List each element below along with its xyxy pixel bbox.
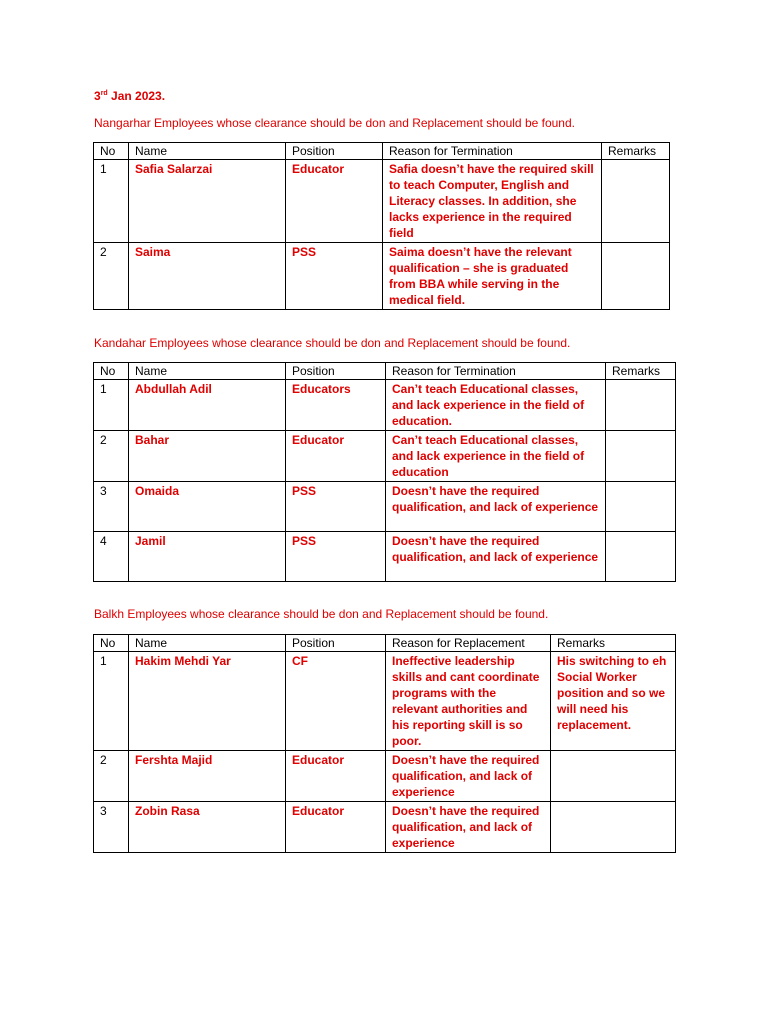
table-row bbox=[94, 160, 670, 243]
section-heading-nangarhar: Nangarhar Employees whose clearance should be don and Replacement should be found. bbox=[94, 116, 575, 130]
cell-reason: Ineffective leadership skills and cant coordinate programs with the relevant authorities and his reporting skill is so poor. bbox=[386, 652, 551, 751]
header-name: Name bbox=[129, 143, 286, 160]
header-position: Position bbox=[286, 143, 383, 160]
cell-position: CF bbox=[286, 652, 386, 751]
cell-remarks: His switching to eh Social Worker position and so we will need his replacement. bbox=[551, 652, 676, 751]
cell-remarks bbox=[551, 802, 676, 853]
cell-no: 1 bbox=[94, 380, 129, 431]
cell-position: Educator bbox=[286, 431, 386, 482]
table-row bbox=[94, 652, 676, 751]
cell-remarks bbox=[606, 532, 676, 582]
cell-reason: Doesn’t have the required qualification, and lack of experience bbox=[386, 751, 551, 802]
cell-position: PSS bbox=[286, 532, 386, 582]
kandahar-table bbox=[93, 362, 676, 582]
table-header-row bbox=[94, 363, 676, 380]
header-no: No bbox=[94, 635, 129, 652]
cell-position: PSS bbox=[286, 243, 383, 310]
table-row bbox=[94, 802, 676, 853]
cell-remarks bbox=[551, 751, 676, 802]
table-row bbox=[94, 751, 676, 802]
cell-reason: Can’t teach Educational classes, and lack experience in the field of education. bbox=[386, 380, 606, 431]
cell-name: Bahar bbox=[129, 431, 286, 482]
table-row bbox=[94, 380, 676, 431]
cell-position: Educator bbox=[286, 802, 386, 853]
header-position: Position bbox=[286, 635, 386, 652]
section-heading-balkh: Balkh Employees whose clearance should be don and Replacement should be found. bbox=[94, 607, 549, 621]
cell-reason: Doesn’t have the required qualification, and lack of experience bbox=[386, 532, 606, 582]
table-row bbox=[94, 482, 676, 532]
balkh-table bbox=[93, 634, 676, 853]
cell-name: Hakim Mehdi Yar bbox=[129, 652, 286, 751]
cell-position: Educator bbox=[286, 751, 386, 802]
cell-remarks bbox=[606, 431, 676, 482]
table-row bbox=[94, 431, 676, 482]
cell-reason: Doesn’t have the required qualification, and lack of experience bbox=[386, 802, 551, 853]
cell-position: Educator bbox=[286, 160, 383, 243]
cell-name: Fershta Majid bbox=[129, 751, 286, 802]
header-name: Name bbox=[129, 363, 286, 380]
table-row bbox=[94, 243, 670, 310]
cell-name: Omaida bbox=[129, 482, 286, 532]
cell-position: PSS bbox=[286, 482, 386, 532]
cell-name: Saima bbox=[129, 243, 286, 310]
header-remarks: Remarks bbox=[602, 143, 670, 160]
cell-no: 3 bbox=[94, 482, 129, 532]
header-reason: Reason for Termination bbox=[383, 143, 602, 160]
cell-no: 4 bbox=[94, 532, 129, 582]
cell-remarks bbox=[602, 243, 670, 310]
table-header-row bbox=[94, 143, 670, 160]
section-heading-kandahar: Kandahar Employees whose clearance should be don and Replacement should be found. bbox=[94, 336, 571, 350]
cell-reason: Saima doesn’t have the relevant qualification – she is graduated from BBA while serving in the medical field. bbox=[383, 243, 602, 310]
cell-reason: Doesn’t have the required qualification, and lack of experience bbox=[386, 482, 606, 532]
cell-name: Jamil bbox=[129, 532, 286, 582]
cell-reason: Safia doesn’t have the required skill to teach Computer, English and Literacy classes. In addition, she lacks experience in the required field bbox=[383, 160, 602, 243]
nangarhar-table bbox=[93, 142, 670, 310]
table-header-row bbox=[94, 635, 676, 652]
cell-name: Zobin Rasa bbox=[129, 802, 286, 853]
table-row bbox=[94, 532, 676, 582]
cell-name: Abdullah Adil bbox=[129, 380, 286, 431]
header-reason: Reason for Termination bbox=[386, 363, 606, 380]
header-no: No bbox=[94, 363, 129, 380]
cell-position: Educators bbox=[286, 380, 386, 431]
cell-no: 2 bbox=[94, 431, 129, 482]
cell-no: 2 bbox=[94, 751, 129, 802]
header-remarks: Remarks bbox=[551, 635, 676, 652]
cell-name: Safia Salarzai bbox=[129, 160, 286, 243]
header-no: No bbox=[94, 143, 129, 160]
cell-remarks bbox=[606, 380, 676, 431]
header-name: Name bbox=[129, 635, 286, 652]
header-position: Position bbox=[286, 363, 386, 380]
cell-no: 2 bbox=[94, 243, 129, 310]
document-date: 3rd Jan 2023. bbox=[94, 89, 166, 103]
cell-reason: Can’t teach Educational classes, and lack experience in the field of education bbox=[386, 431, 606, 482]
header-reason: Reason for Replacement bbox=[386, 635, 551, 652]
cell-remarks bbox=[606, 482, 676, 532]
cell-remarks bbox=[602, 160, 670, 243]
cell-no: 1 bbox=[94, 160, 129, 243]
cell-no: 1 bbox=[94, 652, 129, 751]
header-remarks: Remarks bbox=[606, 363, 676, 380]
cell-no: 3 bbox=[94, 802, 129, 853]
